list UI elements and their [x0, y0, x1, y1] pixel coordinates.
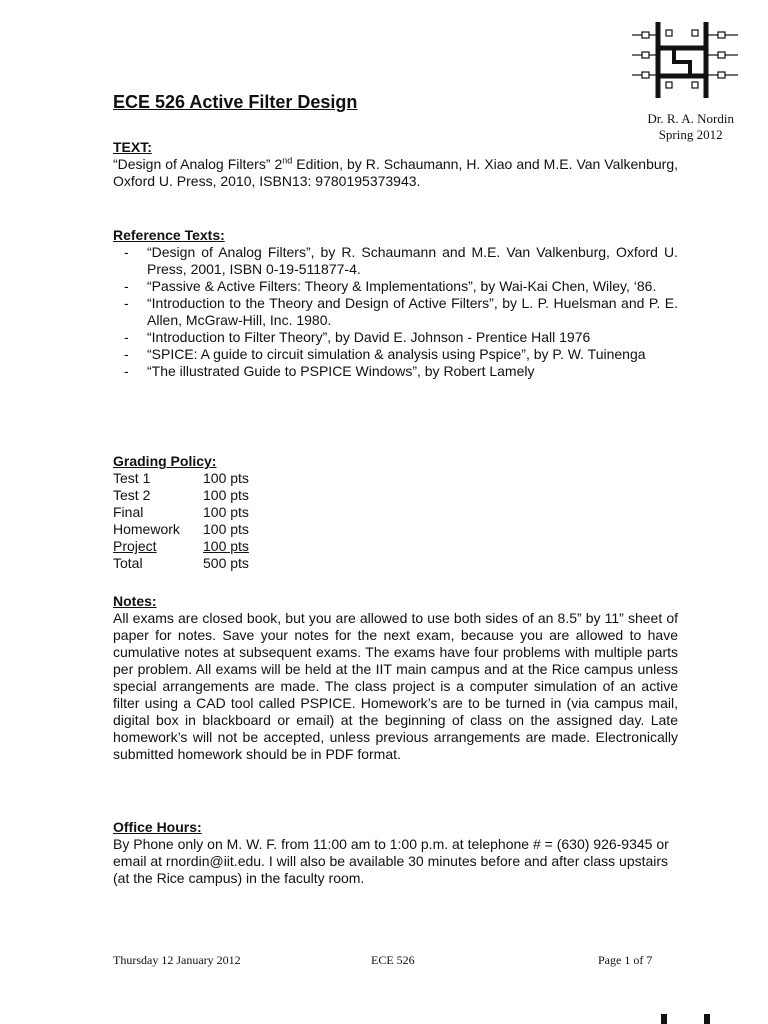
- table-row: Project 100 pts: [113, 538, 249, 554]
- circuit-logo-icon: [630, 20, 740, 100]
- list-item: - “SPICE: A guide to circuit simulation & analysis using Pspice”, by P. W. Tuinenga: [124, 346, 646, 362]
- document-title: ECE 526 Active Filter Design: [113, 92, 358, 112]
- corner-mark: [661, 1014, 667, 1024]
- text-citation-rest: Edition, by R. Schaumann, H. Xiao and M.E. Van Valkenburg, Oxford U. Press, 2010, ISBN13: 9780195373943.: [113, 156, 678, 189]
- grading-section: [113, 453, 678, 572]
- footer-page-number: Page 1 of 7: [598, 953, 653, 967]
- office-hours-body: By Phone only on M. W. F. from 11:00 am to 1:00 p.m. at telephone # = (630) 926-9345 or email at rnordin@iit.edu. I will also be available 30 minutes before and after class upstairs (at the Rice campus) in the faculty room.: [113, 836, 669, 886]
- table-row: Homework 100 pts: [113, 521, 249, 537]
- corner-mark: [704, 1014, 710, 1024]
- text-section: [113, 139, 678, 190]
- list-item: - “Introduction to Filter Theory”, by David E. Johnson - Prentice Hall 1976: [124, 329, 591, 345]
- notes-section: [113, 593, 678, 763]
- list-item: - “The illustrated Guide to PSPICE Windows”, by Robert Lamely: [124, 363, 535, 379]
- office-hours-section: [113, 819, 678, 887]
- grading-heading: Grading Policy:: [113, 453, 217, 469]
- footer-course: ECE 526: [371, 953, 415, 967]
- notes-heading: Notes:: [113, 593, 157, 609]
- list-item: - “Introduction to the Theory and Design of Active Filters”, by L. P. Huelsman and P. E. Allen, McGraw-Hill, Inc. 1980.: [124, 295, 678, 328]
- text-book-title: “Design of Analog Filters” 2: [113, 156, 283, 172]
- table-row: Final 100 pts: [113, 504, 249, 520]
- footer-date: Thursday 12 January 2012: [113, 953, 241, 967]
- notes-body: All exams are closed book, but you are allowed to use both sides of an 8.5” by 11” sheet of paper for notes. Save your notes for the next exam, because you are allowed to have cumulative notes at subsequent exams. The exams have four problems with multiple parts per problem. All exams will be held at the IIT main campus and at the Rice campus unless special arrangements are made. The class project is a computer simulation of an active filter using a CAD tool called PSPICE. Homework’s are to be turned in (via campus mail, digital box in blackboard or email) at the beginning of class on the assigned day. Late homework’s will not be accepted, unless previous arrangements are made. Electronically submitted homework should be in PDF format.: [113, 610, 678, 762]
- table-row: Test 1 100 pts: [113, 470, 249, 486]
- term: Spring 2012: [658, 127, 723, 142]
- office-hours-heading: Office Hours:: [113, 819, 202, 835]
- reference-heading: Reference Texts:: [113, 227, 225, 243]
- edition-superscript: nd: [282, 155, 293, 166]
- list-item: - “Passive & Active Filters: Theory & Implementations”, by Wai-Kai Chen, Wiley, ‘86.: [124, 278, 657, 294]
- text-citation: [113, 156, 678, 190]
- table-row: Total 500 pts: [113, 555, 249, 571]
- author-name: Dr. R. A. Nordin: [647, 111, 734, 126]
- reference-list: [113, 244, 678, 380]
- text-heading: TEXT:: [113, 139, 152, 155]
- table-row: Test 2 100 pts: [113, 487, 249, 503]
- list-item: - “Design of Analog Filters”, by R. Schaumann and M.E. Van Valkenburg, Oxford U. Press, 2001, ISBN 0-19-511877-4.: [124, 244, 678, 277]
- reference-section: [113, 227, 678, 380]
- grading-table: [113, 470, 249, 572]
